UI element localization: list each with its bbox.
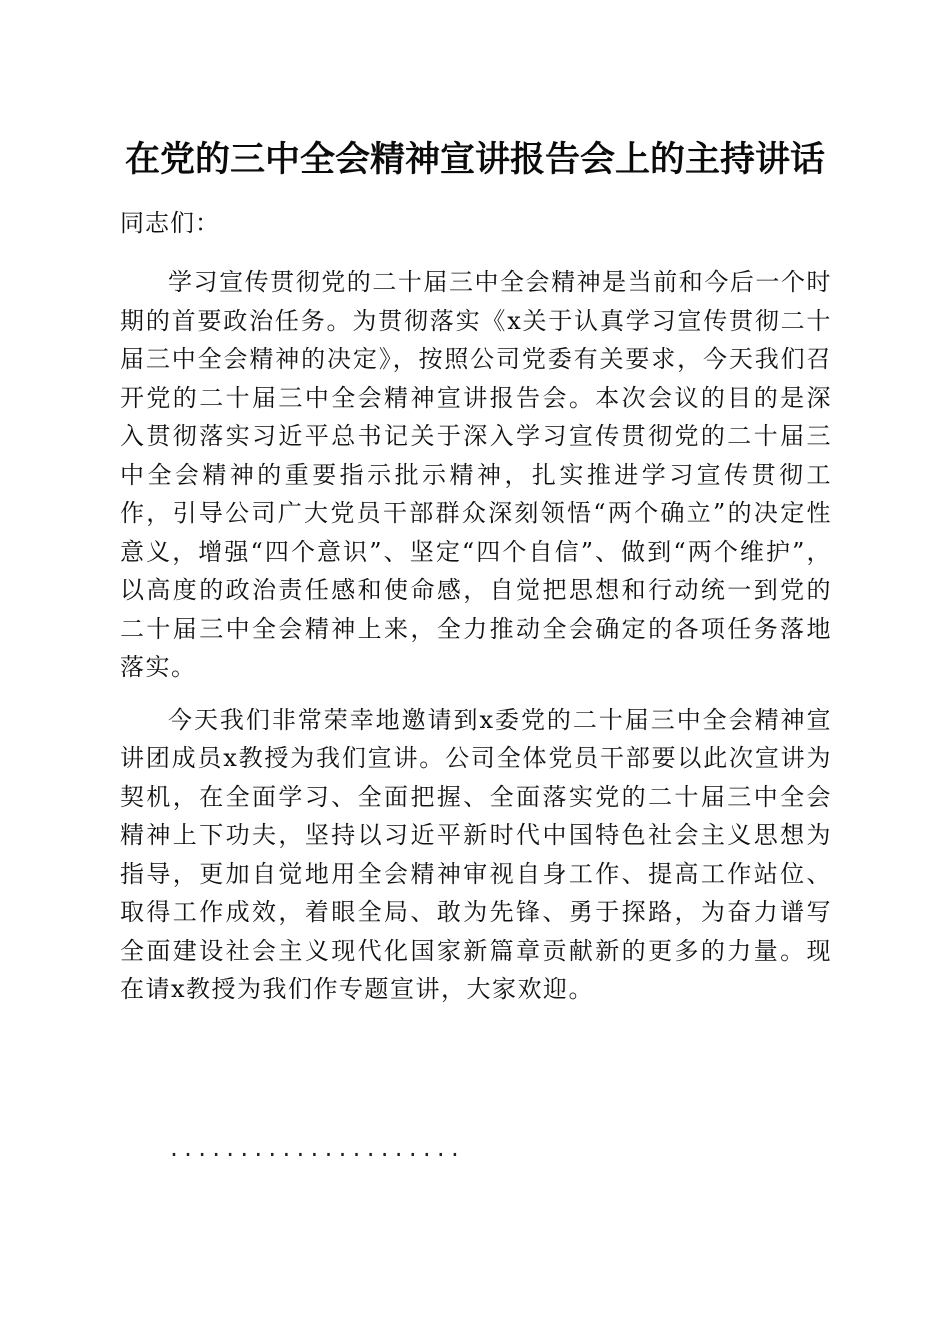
salutation: 同志们： (120, 209, 220, 237)
paragraph-2: 今天我们非常荣幸地邀请到x委党的二十届三中全会精神宣讲团成员x教授为我们宣讲。公司全体党员干部要以此次宣讲为契机，在全面学习、全面把握、全面落实党的二十届三中全会精神上下功夫，坚持以习近平新时代中国特色社会主义思想为指导，更加自觉地用全会精神审视自身工作、提高工作站位、取得工作成效，着眼全局、敢为先锋、勇于探路，为奋力谱写全面建设社会主义现代化国家新篇章贡献新的更多的力量。现在请x教授为我们作专题宣讲，大家欢迎。 (120, 705, 832, 1003)
document-body (120, 204, 832, 1009)
paragraph-1: 学习宣传贯彻党的二十届三中全会精神是当前和今后一个时期的首要政治任务。为贯彻落实《x关于认真学习宣传贯彻二十届三中全会精神的决定》，按照公司党委有关要求，今天我们召开党的二十届三中全会精神宣讲报告会。本次会议的目的是深入贯彻落实习近平总书记关于深入学习宣传贯彻党的二十届三中全会精神的重要指示批示精神，扎实推进学习宣传贯彻工作，引导公司广大党员干部群众深刻领悟“两个确立”的决定性意义，增强“四个意识”、坚定“四个自信”、做到“两个维护”，以高度的政治责任感和使命感，自觉把思想和行动统一到党的二十届三中全会精神上来，全力推动全会确定的各项任务落地落实。 (120, 268, 832, 681)
document-title: 在党的三中全会精神宣讲报告会上的主持讲话 (124, 140, 825, 180)
ellipsis-continuation: ..................... (168, 1137, 463, 1161)
